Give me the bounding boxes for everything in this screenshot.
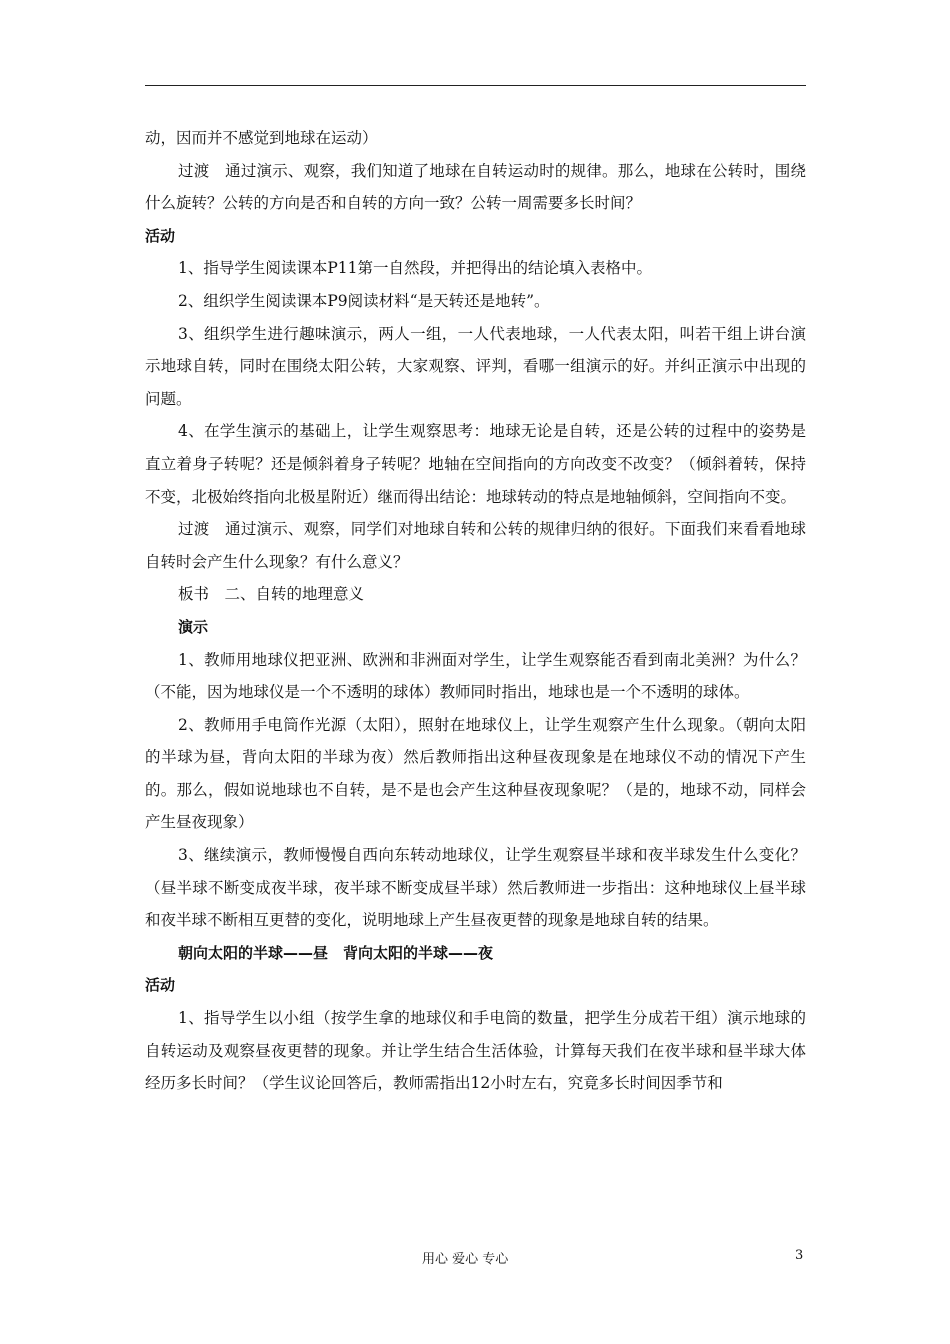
demonstration-item-2: 2、教师用手电筒作光源（太阳），照射在地球仪上，让学生观察产生什么现象。（朝向太阳的半球为昼，背向太阳的半球为夜）然后教师指出这种昼夜现象是在地球仪不动的情况下产生的。那么，假如说地球也不自转，是不是也会产生这种昼夜现象呢？（是的，地球不动，同样会产生昼夜现象） — [145, 715, 806, 832]
paragraph-transition-2: 过渡 通过演示、观察，同学们对地球自转和公转的规律归纳的很好。下面我们来看看地球自转时会产生什么现象？有什么意义？ — [145, 520, 806, 571]
paragraph-continuation: 动，因而并不感觉到地球在运动） — [145, 129, 378, 147]
page-footer — [0, 1248, 950, 1268]
document-body — [145, 122, 806, 1100]
heading-activity-1: 活动 — [145, 226, 176, 245]
activity-1-item-4: 4、在学生演示的基础上，让学生观察思考：地球无论是自转，还是公转的过程中的姿势是直立着身子转呢？还是倾斜着身子转呢？地轴在空间指向的方向改变不改变？（倾斜着转，保持不变，北极始终指向北极星附近）继而得出结论：地球转动的特点是地轴倾斜，空间指向不变。 — [145, 422, 806, 506]
page-number: 3 — [795, 1248, 804, 1263]
paragraph-transition-1: 过渡 通过演示、观察，我们知道了地球在自转运动时的规律。那么，地球在公转时，围绕什么旋转？公转的方向是否和自转的方向一致？公转一周需要多长时间？ — [145, 161, 806, 213]
board-note: 板书 二、自转的地理意义 — [178, 585, 365, 604]
activity-1-item-1: 1、指导学生阅读课本P11第一自然段，并把得出的结论填入表格中。 — [178, 259, 653, 278]
activity-1-item-2: 2、组织学生阅读课本P9阅读材料“是天转还是地转”。 — [178, 291, 550, 310]
demonstration-item-1: 1、教师用地球仪把亚洲、欧洲和非洲面对学生，让学生观察能否看到南北美洲？为什么？（不能，因为地球仪是一个不透明的球体）教师同时指出，地球也是一个不透明的球体。 — [145, 650, 806, 702]
heading-activity-2: 活动 — [145, 976, 176, 995]
footer-motto: 用心 爱心 专心 — [422, 1252, 509, 1267]
day-night-summary: 朝向太阳的半球——昼 背向太阳的半球——夜 — [178, 943, 494, 962]
header-rule — [145, 85, 806, 86]
heading-demonstration: 演示 — [178, 617, 209, 636]
demonstration-item-3: 3、继续演示，教师慢慢自西向东转动地球仪，让学生观察昼半球和夜半球发生什么变化？（昼半球不断变成夜半球，夜半球不断变成昼半球）然后教师进一步指出：这种地球仪上昼半球和夜半球不断相互更替的变化，说明地球上产生昼夜更替的现象是地球自转的结果。 — [145, 846, 806, 930]
activity-1-item-3: 3、组织学生进行趣味演示，两人一组，一人代表地球，一人代表太阳，叫若干组上讲台演示地球自转，同时在围绕太阳公转，大家观察、评判，看哪一组演示的好。并纠正演示中出现的问题。 — [145, 324, 806, 408]
activity-2-item-1: 1、指导学生以小组（按学生拿的地球仪和手电筒的数量，把学生分成若干组）演示地球的自转运动及观察昼夜更替的现象。并让学生结合生活体验，计算每天我们在夜半球和昼半球大体经历多长时间？（学生议论回答后，教师需指出12小时左右，究竟多长时间因季节和 — [145, 1009, 806, 1093]
